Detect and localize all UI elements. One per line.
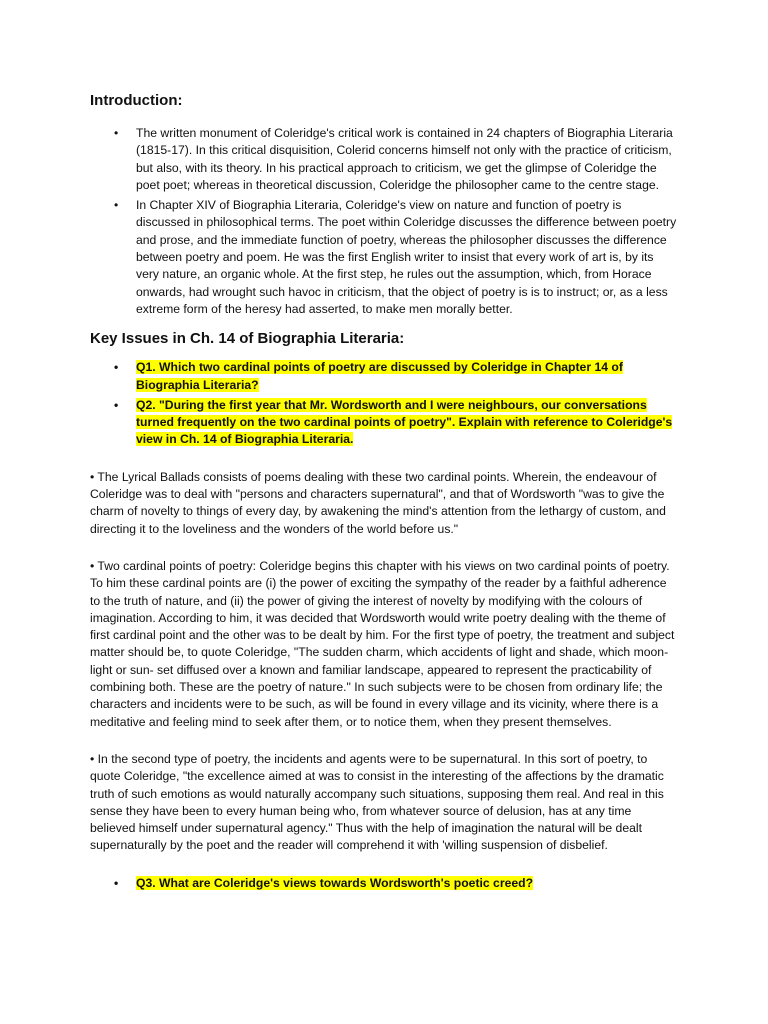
question-text-highlighted: Q3. What are Coleridge's views towards Wordsworth's poetic creed? <box>136 875 534 890</box>
intro-bullet-item <box>90 125 678 194</box>
introduction-heading: Introduction: <box>90 92 183 109</box>
intro-bullet-text: The written monument of Coleridge's critical work is contained in 24 chapters of Biographia Literaria (1815-17). In this critical disquisition, Colerid concerns himself not only with the practice of criticism, but also, with its theory. In his practical approach to criticism, we get the glimpse of Coleridge the poet poet; whereas in theoretical discussion, Coleridge the philosopher came to the centre stage. <box>136 126 673 192</box>
question-text-highlighted: Q1. Which two cardinal points of poetry are discussed by Coleridge in Chapter 14 of Biographia Literaria? <box>136 360 623 392</box>
introduction-bullet-list <box>90 125 678 318</box>
bullet-icon: • <box>114 875 119 890</box>
body-paragraph: • In the second type of poetry, the incidents and agents were to be supernatural. In this sort of poetry, to quote Coleridge, "the excellence aimed at was to consist in the interesting of the affections by the dramatic truth of such emotions as would naturally accompany such situations, supposing them real. And real in this sense they have been to every human being who, from whatever source of delusion, has at any time believed himself under supernatural agency." Thus with the help of imagination the natural will be dealt supernaturally by the poet and the reader will comprehend it with 'willing suspension of disbelief. <box>90 751 664 853</box>
body-paragraph: • The Lyrical Ballads consists of poems dealing with these two cardinal points. Wherein, the endeavour of Coleridge was to deal with "persons and characters supernatural", and that of Wordsworth "was to give the charm of novelty to things of every day, by awakening the mind's attention from the lethargy of custom, and directing it to the loveliness and the wonders of the world before us." <box>90 469 666 536</box>
body-paragraph: • Two cardinal points of poetry: Coleridge begins this chapter with his views on two cardinal points of poetry. To him these cardinal points are (i) the power of exciting the sympathy of the reader by a faithful adherence to the truth of nature, and (ii) the power of giving the interest of novelty by modifying with the colours of imagination. According to him, it was decided that Wordsworth would write poetry dealing with the theme of first cardinal point and the other was to be dealt by him. For the first type of poetry, the treatment and subject matter should be, to quote Coleridge, "The sudden charm, which accidents of light and shade, which moon-light or sun- set diffused over a known and familiar landscape, appeared to represent the practicability of combining both. These are the poetry of nature." In such subjects were to be chosen from ordinary life; the characters and incidents were to be such, as will be found in every village and its vicinity, where there is a meditative and feeling mind to seek after them, or to notice them, when they present themselves. <box>90 558 675 729</box>
question-item <box>90 875 678 892</box>
intro-bullet-item <box>90 197 678 318</box>
key-questions-list <box>90 359 678 448</box>
question-item <box>90 397 678 449</box>
bullet-icon: • <box>114 198 119 213</box>
bullet-icon: • <box>114 126 119 140</box>
final-question-list <box>90 875 678 892</box>
intro-bullet-text: In Chapter XIV of Biographia Literaria, Coleridge's view on nature and function of poetry is discussed in philosophical terms. The poet within Coleridge discusses the difference between poetry and prose, and the immediate function of poetry, whereas the philosopher discusses the difference between poetry and poem. He was the first English writer to insist that every work of art is, by its very nature, an organic whole. At the first step, he rules out the assumption, which, from Horace onwards, had wrought such havoc in criticism, that the object of poetry is is to instruct; or, as a less extreme form of the heresy had asserted, to make men morally better. <box>136 198 677 316</box>
question-item <box>90 359 678 394</box>
question-text-highlighted: Q2. "During the first year that Mr. Wordsworth and I were neighbours, our conversations turned frequently on the two cardinal points of poetry". Explain with reference to Coleridge's view in Ch. 14 of Biographia Literaria. <box>136 397 673 447</box>
key-issues-heading: Key Issues in Ch. 14 of Biographia Literaria: <box>90 330 405 348</box>
bullet-icon: • <box>114 397 119 412</box>
bullet-icon: • <box>114 360 119 375</box>
